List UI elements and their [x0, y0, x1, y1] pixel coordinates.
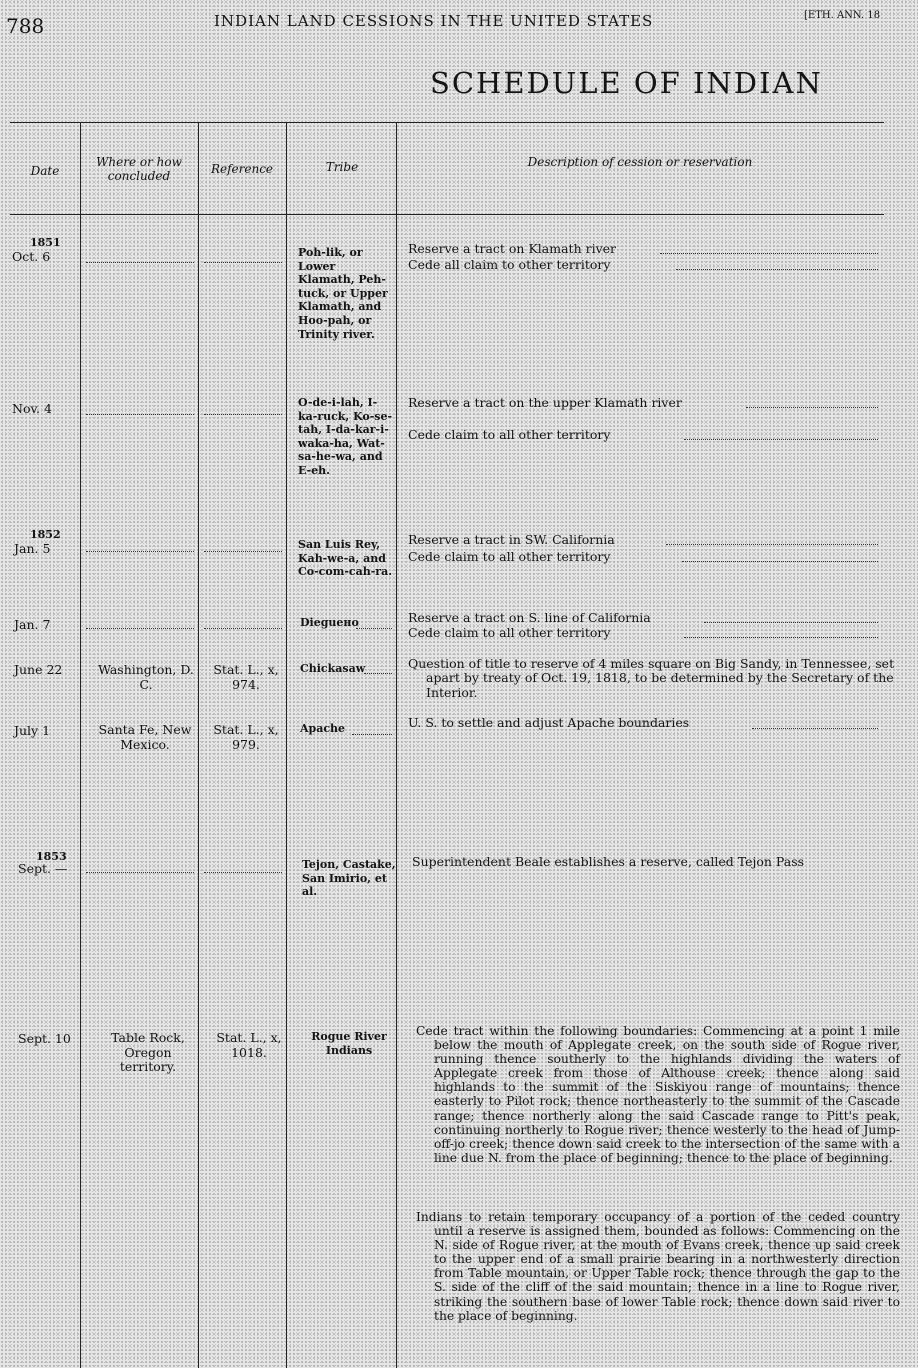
- leader-dots: [684, 439, 878, 440]
- description-line: Reserve a tract on the upper Klamath river: [408, 395, 682, 410]
- leader-dots: [682, 561, 878, 562]
- description-line: Cede claim to all other territory: [408, 625, 611, 640]
- leader-dots: [352, 734, 392, 735]
- description-text: Question of title to reserve of 4 miles square on Big Sandy, in Tennessee, set apart by treaty of Oct. 19, 1818, to be determined by the Secretary of the Interior.: [408, 656, 895, 700]
- date-cell: Jan. 7: [14, 617, 51, 632]
- year-label: 1853: [36, 850, 67, 863]
- tribe-cell: O-de-i-lah, I-ka-ruck, Ko-se-tah, I-da-kar-i-waka-ha, Wat-sa-he-wa, and E-eh.: [298, 396, 393, 477]
- leader-dots: [86, 262, 194, 263]
- description-line: Reserve a tract on Klamath river: [408, 241, 617, 256]
- description-line: Reserve a tract in SW. California: [408, 532, 615, 547]
- where-cell: Washington, D. C.: [98, 662, 194, 692]
- column-header-date: Date: [30, 164, 60, 178]
- leader-dots: [746, 407, 878, 408]
- leader-dots: [752, 728, 878, 729]
- column-header-description: Description of cession or reservation: [527, 155, 753, 169]
- description-text: Cede tract within the following boundaries: Commencing at a point 1 mile below the mouth of Applegate creek, on the south side of Rogue river, running thence southerly to the highlands dividing the waters of Applegate creek from those of Althouse creek; thence along said highlands to the summit of the Siskiyou range of mountains; thence easterly to Pilot rock; thence northeasterly to the summit of the Cascade range; thence northerly along the said Cascade range to Pitt's peak, continuing northerly to Rogue river; thence westerly to the head of Jump-off-jo creek; thence down said creek to the intersection of the same with a line due N. from the place of beginning; thence to the place of beginning.: [416, 1024, 900, 1165]
- tribe-cell: Poh-lik, or Lower Klamath, Peh-tuck, or Upper Klamath, and Hoo-pah, or Trinity river.: [298, 246, 388, 341]
- year-label: 1851: [30, 236, 61, 249]
- column-header-tribe: Tribe: [325, 160, 359, 174]
- column-divider: [80, 122, 81, 1368]
- leader-dots: [86, 628, 194, 629]
- reference-cell: Stat. L., x, 1018.: [216, 1030, 282, 1060]
- leader-dots: [204, 414, 282, 415]
- page-number: 788: [6, 14, 45, 38]
- date-cell: Sept. 10: [18, 1031, 71, 1046]
- tribe-cell: San Luis Rey, Kah-we-a, and Co-com-cah-ra.: [298, 538, 393, 579]
- column-header-reference: Reference: [210, 162, 274, 176]
- description-line: Cede claim to all other territory: [408, 549, 611, 564]
- leader-dots: [684, 637, 878, 638]
- description-line: Cede claim to all other territory: [408, 427, 611, 442]
- leader-dots: [204, 628, 282, 629]
- tribe-cell: Apache: [300, 722, 346, 735]
- tribe-cell: Dieguено: [300, 616, 359, 629]
- running-title: INDIAN LAND CESSIONS IN THE UNITED STATES: [214, 12, 654, 30]
- description-text: Indians to retain temporary occupancy of a portion of the ceded country until a reserve is assigned them, bounded as follows: Commencing on the N. side of Rogue river, at the mouth of Evans creek, thence up said creek to the upper end of a small prairie bearing in a northwesterly direction from Table mountain, or Upper Table rock; thence through the gap to the S. side of the cliff of the said mountain; thence in a line to Rogue river, striking the southern base of lower Table rock; thence down said river to the place of beginning.: [416, 1210, 900, 1323]
- tribe-cell: Rogue River Indians: [311, 1030, 387, 1057]
- description-line: U. S. to settle and adjust Apache boundaries: [408, 715, 690, 730]
- reference-cell: Stat. L., x, 974.: [213, 662, 279, 692]
- leader-dots: [676, 269, 878, 270]
- description-line: Reserve a tract on S. line of California: [408, 610, 651, 625]
- where-cell: Table Rock, Oregon territory.: [111, 1030, 185, 1074]
- date-cell: Nov. 4: [12, 401, 52, 416]
- leader-dots: [204, 872, 282, 873]
- column-divider: [286, 122, 287, 1368]
- schedule-title: SCHEDULE OF INDIAN: [430, 66, 823, 100]
- year-label: 1852: [30, 528, 61, 541]
- tribe-cell: Chickasaw: [300, 662, 366, 675]
- tribe-cell: Tejon, Castake, San Imirio, et al.: [302, 858, 396, 899]
- header-bottom-rule: [10, 214, 884, 215]
- date-cell: July 1: [14, 723, 51, 738]
- date-cell: June 22: [14, 662, 63, 677]
- description-line: Cede all claim to other territory: [408, 257, 611, 272]
- leader-dots: [86, 872, 194, 873]
- date-cell: Jan. 5: [14, 541, 51, 556]
- leader-dots: [704, 622, 878, 623]
- column-header-where: Where or how concluded: [96, 155, 182, 183]
- table-top-rule: [10, 122, 884, 123]
- column-divider: [396, 122, 397, 1368]
- leader-dots: [86, 414, 194, 415]
- leader-dots: [660, 253, 878, 254]
- date-cell: Oct. 6: [12, 249, 51, 264]
- leader-dots: [364, 673, 392, 674]
- leader-dots: [204, 551, 282, 552]
- reference-cell: Stat. L., x, 979.: [213, 722, 279, 752]
- leader-dots: [666, 544, 878, 545]
- date-cell: Sept. —: [18, 861, 68, 876]
- column-divider: [198, 122, 199, 1368]
- description-line: Superintendent Beale establishes a reserve, called Tejon Pass: [412, 854, 805, 869]
- leader-dots: [86, 551, 194, 552]
- leader-dots: [356, 628, 392, 629]
- where-cell: Santa Fe, New Mexico.: [98, 722, 192, 752]
- annual-report-note: [ETH. ANN. 18: [804, 10, 881, 21]
- leader-dots: [204, 262, 282, 263]
